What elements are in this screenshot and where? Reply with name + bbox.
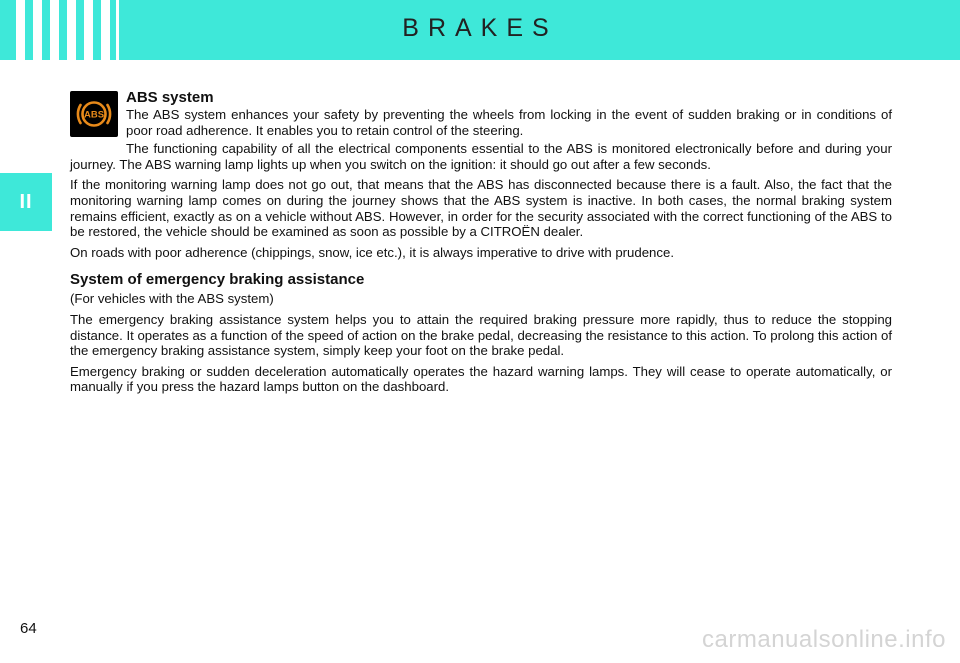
page-title: BRAKES (402, 14, 558, 42)
paragraph: The functioning capability of all the electrical components essential to the ABS is monitored electronically before and during your journey. The ABS warning lamp lights up when you switch on the ignition: it should go out after a few seconds. (70, 141, 892, 172)
paragraph: Emergency braking or sudden deceleration automatically operates the hazard warning lamps. They will cease to operate automatically, or manually if you press the hazard lamps button on the dashboard. (70, 363, 892, 395)
paragraph: The ABS system enhances your safety by preventing the wheels from locking in the event of sudden braking or in conditions of poor road adherence. It enables you to retain control of the steering. (126, 107, 892, 138)
abs-section-intro (70, 88, 892, 138)
page-content (70, 88, 892, 400)
chapter-tab: II (0, 173, 52, 231)
page-number: 64 (20, 620, 37, 637)
watermark: carmanualsonline.info (702, 626, 946, 653)
paragraph: The emergency braking assistance system helps you to attain the required braking pressure more rapidly, thus to reduce the stopping distance. It operates as a function of the speed of action on the brake pedal, decreasing the resistance to this action. To prolong this action of the emergency braking assistance system, simply keep your foot on the brake pedal. (70, 311, 892, 359)
paragraph: (For vehicles with the ABS system) (70, 291, 274, 307)
emergency-section-title: System of emergency braking assistance (70, 271, 365, 289)
abs-section-title: ABS system (126, 89, 214, 106)
page-header (0, 0, 960, 60)
paragraph: If the monitoring warning lamp does not go out, that means that the ABS has disconnected because there is a fault. Also, the fact that the monitoring warning lamp comes on during the journey shows that the ABS system is inactive. In both cases, the normal braking system remains efficient, exactly as on a vehicle without ABS. However, in order for the security associated with the correct functioning of the ABS to be restored, the vehicle should be examined as soon as possible by a CITROËN dealer. (70, 177, 892, 240)
paragraph: On roads with poor adherence (chippings, snow, ice etc.), it is always imperative to drive with prudence. (70, 244, 674, 260)
svg-text:ABS: ABS (83, 109, 105, 121)
